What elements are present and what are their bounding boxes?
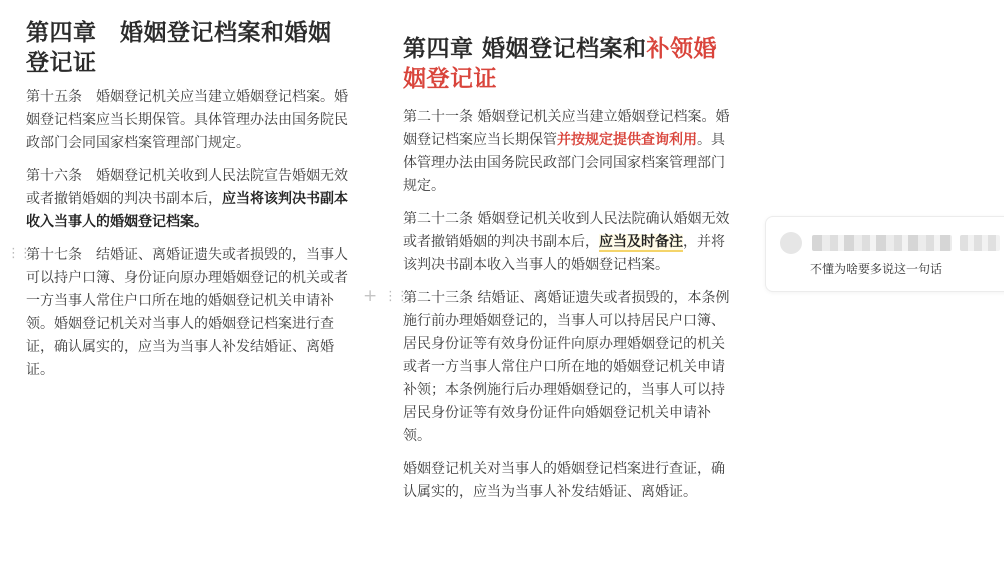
left-article-17[interactable]: 第十七条 结婚证、离婚证遗失或者损毁的，当事人可以持户口簿、身份证向原办理婚姻登记的机关或者一方当事人常住户口所在地的婚姻登记机关申请补领。婚姻登记机关对当事人的婚姻登记档案进行查证，确认属实的，应当为当事人补发结婚证、离婚证。 (26, 247, 348, 378)
right-article-23[interactable]: 第二十三条 结婚证、离婚证遗失或者损毁的，本条例施行前办理婚姻登记的，当事人可以持居民户口簿、居民身份证等有效身份证件向原办理婚姻登记的机关或者一方当事人常住户口所在地的婚姻登记机关申请补领；本条例施行后办理婚姻登记的，当事人可以持居民身份证等有效身份证件向婚姻登记机关申请补领。 (403, 290, 730, 444)
right-article-22-text-c: ，并将该判决书副本收入当事人的婚姻登记档案。 (403, 234, 725, 273)
right-article-23-block (363, 286, 733, 448)
left-article-16[interactable] (26, 165, 352, 234)
blurred-username (812, 235, 952, 251)
right-article-21-highlight: 并按规定提供查询利用 (557, 132, 697, 148)
blurred-timestamp (960, 235, 1000, 251)
comment-text: 不懂为啥要多说这一句话 (810, 262, 943, 276)
right-article-22[interactable] (403, 208, 733, 277)
right-title-main: 第四章 婚姻登记档案和 (403, 36, 647, 62)
right-article-23-paragraph-2[interactable]: 婚姻登记机关对当事人的婚姻登记档案进行查证，确认属实的，应当为当事人补发结婚证、离婚证。 (403, 461, 725, 500)
left-chapter-title: 第四章 婚姻登记档案和婚姻登记证 (26, 20, 332, 76)
left-article-16-bold: 应当将该判决书副本收入当事人的婚姻登记档案。 (26, 191, 348, 230)
drag-handle-icon[interactable]: ⋮⋮ (384, 289, 408, 304)
left-article-15[interactable]: 第十五条 婚姻登记机关应当建立婚姻登记档案。婚姻登记档案应当长期保管。具体管理办法由国务院民政部门会同国家档案管理部门规定。 (26, 89, 348, 151)
right-chapter-title (403, 34, 733, 94)
drag-handle-icon[interactable]: ⋮⋮ (7, 246, 31, 261)
right-document-column (363, 34, 733, 514)
right-title-highlight: 补领婚姻登记证 (403, 36, 718, 92)
comment-card[interactable] (765, 216, 1004, 292)
left-document-column (7, 18, 352, 392)
right-article-21-text-a: 第二十一条 婚姻登记机关应当建立婚姻登记档案。婚姻登记档案应当长期保管 (403, 109, 730, 148)
right-article-21[interactable] (403, 106, 733, 198)
avatar (780, 232, 802, 254)
left-article-16-text: 第十六条 婚姻登记机关收到人民法院宣告婚姻无效或者撤销婚姻的判决书副本后， (26, 168, 348, 207)
left-article-17-block (7, 244, 352, 382)
right-article-22-commented-text[interactable]: 应当及时备注 (599, 234, 683, 250)
right-article-22-text-a: 第二十二条 婚姻登记机关收到人民法院确认婚姻无效或者撤销婚姻的判决书副本后， (403, 211, 730, 250)
plus-icon[interactable]: + (363, 286, 378, 306)
right-article-21-text-c: 。具体管理办法由国务院民政部门会同国家档案管理部门规定。 (403, 132, 725, 194)
